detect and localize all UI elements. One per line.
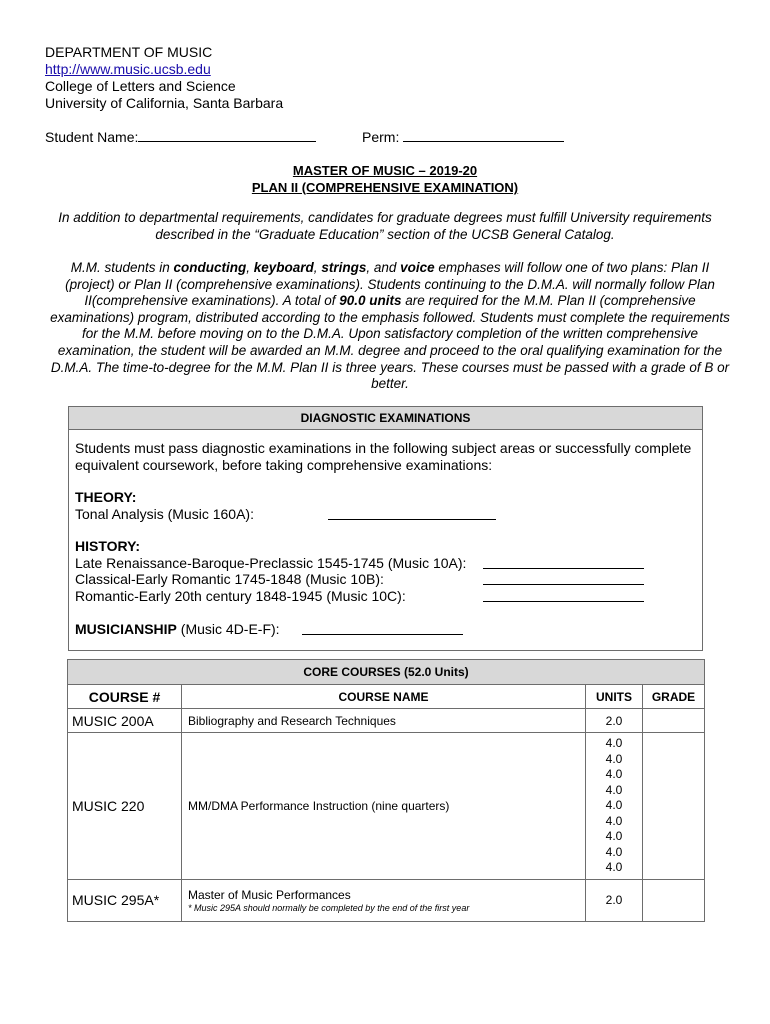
course-number: MUSIC 200A (68, 709, 182, 733)
course-units-list (586, 733, 643, 880)
intro-line-1: In addition to departmental requirements, candidates for graduate degrees must fulfill University requirements (58, 210, 712, 225)
history-heading: HISTORY: (75, 538, 141, 554)
plan-text: emphases will follow one of two plans: Plan II (project) or Plan II (comprehensive examinations). Students continuing to the D.M.A. will normally follow Plan II(comprehensive examinations). A total of (65, 260, 715, 309)
column-header-course: COURSE # (68, 685, 182, 709)
grade-cell[interactable] (643, 879, 705, 921)
musicianship-item: (Music 4D-E-F): (176, 621, 280, 637)
student-name-field (45, 128, 316, 145)
unit-value: 4.0 (605, 829, 623, 843)
course-name: Bibliography and Research Techniques (182, 709, 586, 733)
plan-text: , (246, 260, 254, 275)
musicianship-heading: MUSICIANSHIP (75, 621, 177, 637)
diagnostic-intro-2: equivalent coursework, before taking comprehensive examinations: (75, 457, 493, 473)
history-blank[interactable] (483, 584, 644, 585)
theory-item: Tonal Analysis (Music 160A): (75, 506, 254, 522)
grade-cell[interactable] (643, 733, 705, 880)
letterhead (45, 44, 283, 112)
core-courses-heading: CORE COURSES (52.0 Units) (68, 660, 705, 685)
unit-value: 4.0 (605, 860, 623, 874)
unit-value: 4.0 (605, 767, 623, 781)
plan-emphasis-strings: strings (321, 260, 367, 275)
table-row (68, 709, 705, 733)
table-row (68, 733, 705, 880)
musicianship-blank[interactable] (302, 634, 463, 635)
theory-heading: THEORY: (75, 489, 137, 505)
diagnostic-intro-1: Students must pass diagnostic examinations in the following subject areas or successfully complete (75, 440, 692, 456)
column-header-units: UNITS (586, 685, 643, 709)
unit-value: 4.0 (605, 813, 623, 828)
plan-emphasis-conducting: conducting (173, 260, 247, 275)
musicianship-line (75, 621, 280, 637)
perm-label: Perm: (362, 129, 400, 145)
grade-cell[interactable] (643, 709, 705, 733)
theory-blank[interactable] (328, 519, 496, 520)
intro-line-2: described in the “Graduate Education” section of the UCSB General Catalog. (155, 226, 615, 242)
history-blank[interactable] (483, 601, 644, 602)
table-row (68, 879, 705, 921)
history-item: Romantic-Early 20th century 1848-1945 (Music 10C): (75, 588, 406, 604)
plan-emphasis-keyboard: keyboard (253, 260, 314, 275)
university-requirements-note (40, 210, 730, 243)
course-number: MUSIC 220 (68, 733, 182, 880)
college-name: College of Letters and Science (45, 78, 236, 94)
course-name: MM/DMA Performance Instruction (nine quarters) (182, 733, 586, 880)
course-units: 2.0 (586, 709, 643, 733)
department-name: DEPARTMENT OF MUSIC (45, 44, 213, 60)
course-units: 2.0 (586, 879, 643, 921)
department-website-link[interactable]: http://www.music.ucsb.edu (45, 61, 211, 77)
course-footnote: * Music 295A should normally be completed by the end of the first year (188, 902, 470, 913)
perm-field (362, 128, 564, 145)
perm-input[interactable] (403, 128, 564, 142)
plan-text: , and (366, 260, 401, 275)
unit-value: 4.0 (605, 844, 623, 859)
history-item: Classical-Early Romantic 1745-1848 (Music 10B): (75, 571, 384, 587)
plan-text: M.M. students in (70, 260, 174, 275)
course-number: MUSIC 295A* (68, 879, 182, 921)
history-blank[interactable] (483, 568, 644, 569)
diagnostic-heading: DIAGNOSTIC EXAMINATIONS (68, 406, 703, 430)
page-title: MASTER OF MUSIC – 2019-20 (292, 163, 478, 178)
plan-text: , (313, 260, 322, 275)
unit-value: 4.0 (605, 751, 623, 766)
student-name-label: Student Name: (45, 129, 139, 145)
unit-value: 4.0 (605, 782, 623, 797)
course-name: Master of Music Performances (188, 887, 351, 902)
core-courses-table (67, 659, 705, 922)
page-subtitle: PLAN II (COMPREHENSIVE EXAMINATION) (251, 180, 519, 195)
plan-emphasis-voice: voice (400, 260, 435, 275)
history-item: Late Renaissance-Baroque-Preclassic 1545-1745 (Music 10A): (75, 555, 467, 571)
plan-text: are required for the M.M. Plan II (comprehensive examinations) program, distributed according to the emphasis followed. Students must complete the requirements for the M.M. before moving on to the D.M.A. Upon satisfactory completion of the written comprehensive examination, the student will be awarded an M.M. degree and proceed to the oral qualifying examination for the D.M.A. The time-to-degree for the M.M. Plan II is three years. These courses must be passed with a grade of B or better. (50, 293, 730, 392)
unit-value: 4.0 (605, 736, 623, 750)
course-name-cell (182, 879, 586, 921)
plan-total-units: 90.0 units (339, 293, 402, 309)
student-name-input[interactable] (138, 128, 316, 142)
column-header-name: COURSE NAME (182, 685, 586, 709)
column-header-grade: GRADE (643, 685, 705, 709)
unit-value: 4.0 (605, 798, 623, 812)
university-name: University of California, Santa Barbara (45, 95, 284, 111)
plan-description (50, 260, 730, 393)
table-header-row (68, 685, 705, 709)
